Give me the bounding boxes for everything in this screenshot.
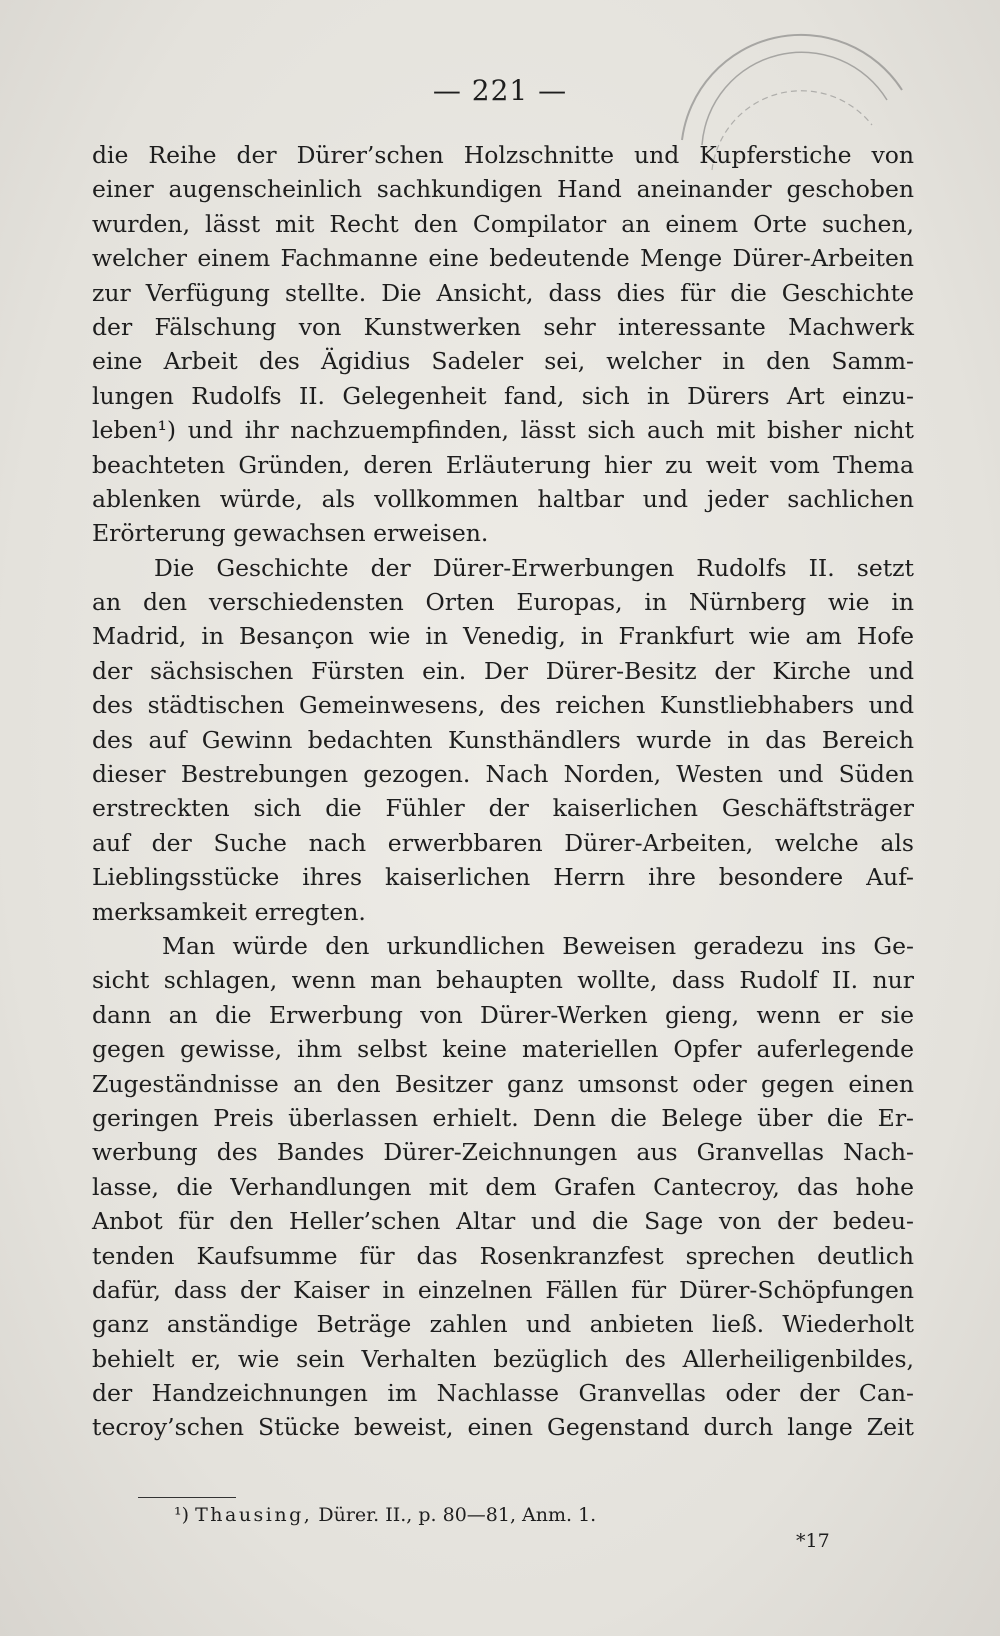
text-line: zur Verfügung stellte. Die Ansicht, dass dies für die Geschichte: [92, 278, 914, 307]
footnote-marker: ¹): [174, 1504, 190, 1526]
text-line: gegen gewisse, ihm selbst keine materiellen Opfer auferlegende: [92, 1035, 914, 1064]
text-line: dafür, dass der Kaiser in einzelnen Fällen für Dürer-Schöpfungen: [92, 1275, 914, 1304]
footnote: [174, 1504, 596, 1526]
footnote-citation: Dürer. II., p. 80—81, Anm. 1.: [312, 1504, 597, 1526]
text-line: einer augenscheinlich sachkundigen Hand aneinander geschoben: [92, 175, 914, 204]
text-line: ablenken würde, als vollkommen haltbar und jeder sachlichen: [92, 484, 914, 513]
text-line: beachteten Gründen, deren Erläuterung hier zu weit vom Thema: [92, 450, 914, 479]
text-line: leben¹) und ihr nachzuempfinden, lässt sich auch mit bisher nicht: [92, 416, 914, 445]
text-line: werbung des Bandes Dürer-Zeichnungen aus Granvellas Nach-: [92, 1138, 914, 1167]
text-line: an den verschiedensten Orten Europas, in Nürnberg wie in: [92, 588, 914, 617]
text-line: sicht schlagen, wenn man behaupten wollte, dass Rudolf II. nur: [92, 966, 914, 995]
text-line: Zugeständnisse an den Besitzer ganz umsonst oder gegen einen: [92, 1069, 914, 1098]
text-line: Madrid, in Besançon wie in Venedig, in Frankfurt wie am Hofe: [92, 622, 914, 651]
text-line: lungen Rudolfs II. Gelegenheit fand, sich in Dürers Art einzu-: [92, 381, 914, 410]
text-line: die Reihe der Dürer’schen Holzschnitte und Kupferstiche von: [92, 141, 914, 169]
text-line: dieser Bestrebungen gezogen. Nach Norden, Westen und Süden: [92, 760, 914, 789]
text-line: wurden, lässt mit Recht den Compilator an einem Orte suchen,: [92, 209, 914, 238]
text-line: Lieblingsstücke ihres kaiserlichen Herrn ihre besondere Auf-: [92, 863, 914, 892]
text-line: behielt er, wie sein Verhalten bezüglich des Allerheiligenbildes,: [92, 1344, 914, 1373]
signature-mark: *17: [796, 1530, 830, 1552]
text-line: der Handzeichnungen im Nachlasse Granvellas oder der Can-: [92, 1379, 914, 1408]
text-line: geringen Preis überlassen erhielt. Denn die Belege über die Er-: [92, 1103, 914, 1132]
text-line: Anbot für den Heller’schen Altar und die Sage von der bedeu-: [92, 1207, 914, 1236]
text-line: tenden Kaufsumme für das Rosenkranzfest sprechen deutlich: [92, 1241, 914, 1270]
text-line: erstreckten sich die Fühler der kaiserlichen Geschäftsträger: [92, 794, 914, 823]
text-line: des städtischen Gemeinwesens, des reichen Kunstliebhabers und: [92, 691, 914, 720]
text-line: tecroy’schen Stücke beweist, einen Gegenstand durch lange Zeit: [92, 1413, 914, 1442]
text-line: eine Arbeit des Ägidius Sadeler sei, welcher in den Samm-: [92, 347, 914, 376]
text-line: ganz anständige Beträge zahlen und anbieten ließ. Wiederholt: [92, 1310, 914, 1339]
page-number: — 221 —: [432, 74, 568, 107]
text-line: merksamkeit erregten.: [92, 897, 366, 926]
text-line: lasse, die Verhandlungen mit dem Grafen Cantecroy, das hohe: [92, 1172, 914, 1201]
footnote-author: Thausing,: [195, 1504, 313, 1526]
body-text: [92, 138, 914, 1445]
text-line: des auf Gewinn bedachten Kunsthändlers wurde in das Bereich: [92, 725, 914, 754]
text-line: der sächsischen Fürsten ein. Der Dürer-Besitz der Kirche und: [92, 656, 914, 685]
text-line: Man würde den urkundlichen Beweisen geradezu ins Ge-: [162, 931, 914, 960]
text-line: auf der Suche nach erwerbbaren Dürer-Arbeiten, welche als: [92, 828, 914, 857]
text-line: der Fälschung von Kunstwerken sehr interessante Machwerk: [92, 312, 914, 341]
footnote-divider: [138, 1497, 236, 1498]
text-line: dann an die Erwerbung von Dürer-Werken gieng, wenn er sie: [92, 1000, 914, 1029]
text-line: welcher einem Fachmanne eine bedeutende Menge Dürer-Arbeiten: [92, 244, 914, 273]
text-line: Die Geschichte der Dürer-Erwerbungen Rudolfs II. setzt: [154, 553, 914, 582]
text-line: Erörterung gewachsen erweisen.: [92, 519, 489, 548]
